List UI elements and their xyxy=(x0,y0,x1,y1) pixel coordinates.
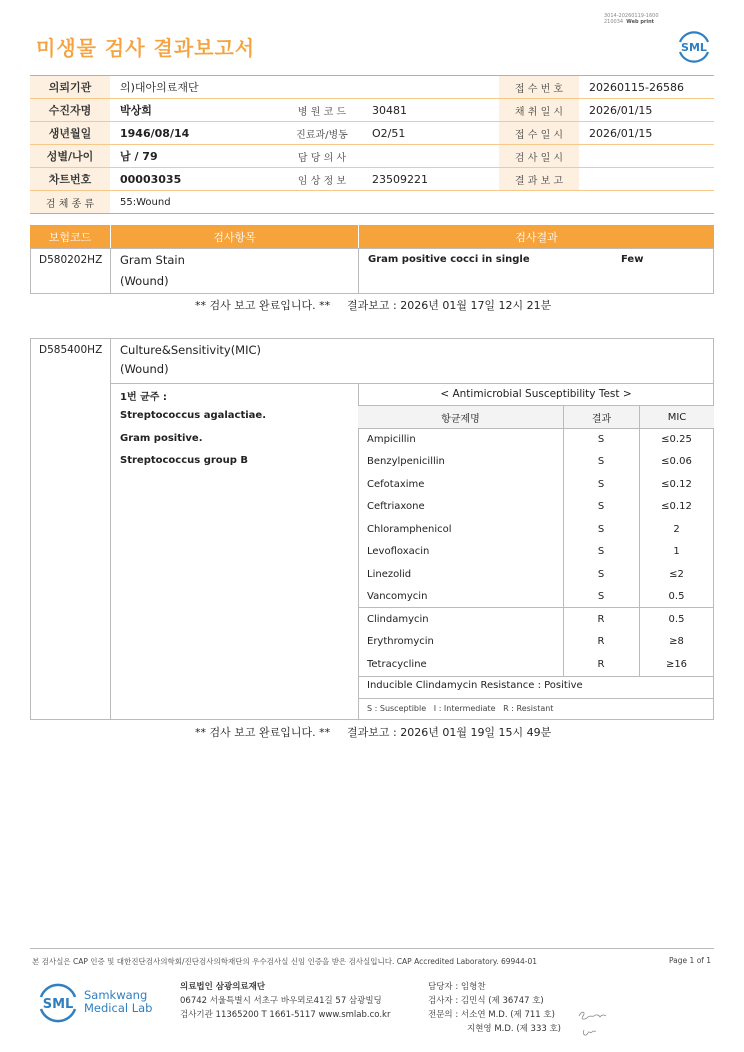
culture-item-name: Culture&Sensitivity(MIC) xyxy=(120,343,262,357)
samkwang-logo xyxy=(36,980,156,1028)
value-test-date xyxy=(579,145,714,167)
gram-stain-result xyxy=(30,248,714,294)
staff-info: 담당자 : 임형찬 검사자 : 김민식 (제 36747 호) 전문의 : 서소연 M.D. (제 711 호) 지현영 M.D. (제 333 호) xyxy=(428,982,562,1034)
value-request-org: 의)대아의료재단 xyxy=(120,81,199,94)
culture-code: D585400HZ xyxy=(39,344,103,356)
value-report xyxy=(579,168,714,190)
accreditation-note: 본 검사실은 CAP 인증 및 대한진단검사의학회/진단검사의학재단의 우수검사실 신임 인증을 받은 검사실입니다. CAP Accredited Laboratory. 69944-01 xyxy=(32,957,538,966)
value-patient: 박상희 xyxy=(120,104,152,117)
ast-column-header xyxy=(358,406,714,428)
ast-col-result: 결과 xyxy=(563,406,639,428)
org-info: 의료법인 삼광의료재단 06742 서울특별시 서초구 바우뫼로41길 57 삼광빌딩 검사기관 11365200 T 1661-5117 www.smlab.co.kr xyxy=(180,982,391,1020)
organism-line: Gram positive. xyxy=(120,433,203,444)
svg-text:SML: SML xyxy=(681,41,707,54)
value-receipt-date: 2026/01/15 xyxy=(589,126,653,140)
ast-row: Ceftriaxone S ≤0.12 xyxy=(367,500,692,512)
sml-brand-icon xyxy=(36,980,80,1024)
header-item: 검사항목 xyxy=(110,225,358,248)
value-hospital-code: 30481 xyxy=(372,103,407,117)
culture-result xyxy=(30,338,714,720)
ast-legend: S : Susceptible I : Intermediate R : Resistant xyxy=(367,704,554,713)
label-birth: 생년월일 xyxy=(30,122,110,144)
gram-done-note: ** 검사 보고 완료입니다. ** xyxy=(195,299,331,312)
signature-icon xyxy=(576,1008,610,1040)
culture-done-note: ** 검사 보고 완료입니다. ** xyxy=(195,726,331,739)
value-collect-date: 2026/01/15 xyxy=(589,103,653,117)
ast-col-mic: MIC xyxy=(639,406,714,428)
value-doctor xyxy=(362,145,499,167)
report-title: 미생물 검사 결과보고서 xyxy=(36,36,256,60)
print-code: 3014-20260119-1600 210034 Web print xyxy=(604,13,659,25)
header-code: 보험코드 xyxy=(48,230,92,244)
value-dept: O2/51 xyxy=(372,126,406,140)
value-specimen: 55:Wound xyxy=(120,196,171,208)
gram-code: D580202HZ xyxy=(39,254,103,266)
gram-result: Gram positive cocci in single xyxy=(368,254,530,265)
gram-item-specimen: (Wound) xyxy=(120,274,169,288)
ast-row: Clindamycin R 0.5 xyxy=(367,613,685,625)
ast-rows xyxy=(358,428,714,676)
label-test-date: 검 사 일 시 xyxy=(499,145,579,167)
value-receipt-no: 20260115-26586 xyxy=(589,80,684,94)
page-number: Page 1 of 1 xyxy=(669,956,712,965)
label-patient: 수진자명 xyxy=(30,99,110,121)
footer-divider xyxy=(30,948,714,949)
label-receipt-date: 접 수 일 시 xyxy=(499,122,579,144)
gram-item-name: Gram Stain xyxy=(120,253,185,267)
culture-report-time: 결과보고 : 2026년 01월 19일 15시 49분 xyxy=(347,726,552,739)
ast-row: Benzylpenicillin S ≤0.06 xyxy=(367,455,692,467)
sml-logo-icon xyxy=(676,28,712,64)
value-sex-age: 남 / 79 xyxy=(120,150,158,163)
label-collect-date: 채 취 일 시 xyxy=(499,99,579,121)
label-sex-age: 성별/나이 xyxy=(30,145,110,167)
results-header xyxy=(30,225,714,248)
label-specimen: 검 체 종 류 xyxy=(30,191,110,213)
label-receipt-no: 접 수 번 호 xyxy=(499,76,579,98)
ast-row: Levofloxacin S 1 xyxy=(367,545,680,557)
value-clinical: 23509221 xyxy=(372,172,428,186)
label-doctor: 담 당 의 사 xyxy=(297,152,347,164)
ast-row: Ampicillin S ≤0.25 xyxy=(367,433,692,445)
ast-row: Cefotaxime S ≤0.12 xyxy=(367,478,692,490)
inducible-clindamycin: Inducible Clindamycin Resistance : Positive xyxy=(367,680,583,691)
culture-item-specimen: (Wound) xyxy=(120,362,169,376)
header-result: 검사결과 xyxy=(358,225,714,248)
organism-line: Streptococcus group B xyxy=(120,455,249,466)
label-report: 결 과 보 고 xyxy=(499,168,579,190)
ast-row: Chloramphenicol S 2 xyxy=(367,523,680,535)
gram-report-time: 결과보고 : 2026년 01월 17일 12시 21분 xyxy=(347,299,552,312)
svg-text:SML: SML xyxy=(42,997,74,1012)
value-birth: 1946/08/14 xyxy=(120,126,190,140)
ast-row: Tetracycline R ≥16 xyxy=(367,658,688,670)
label-dept: 진료과/병동 xyxy=(296,129,348,141)
value-chart: 00003035 xyxy=(120,172,182,186)
ast-row: Erythromycin R ≥8 xyxy=(367,635,684,647)
ast-row: Vancomycin S 0.5 xyxy=(367,590,685,602)
label-hospital-code: 병 원 코 드 xyxy=(297,106,347,118)
ast-col-drug: 항균제명 xyxy=(441,413,480,425)
label-clinical: 임 상 정 보 xyxy=(297,175,347,187)
label-request-org: 의뢰기관 xyxy=(30,76,110,98)
ast-row: Linezolid S ≤2 xyxy=(367,568,684,580)
brand-name: Samkwang Medical Lab xyxy=(84,988,153,1015)
ast-title: < Antimicrobial Susceptibility Test > xyxy=(440,388,632,400)
patient-info-table xyxy=(30,75,714,214)
organism-line: Streptococcus agalactiae. xyxy=(120,410,267,421)
organism-header: 1번 균주 : xyxy=(120,392,167,403)
gram-amount: Few xyxy=(621,254,644,265)
label-chart: 차트번호 xyxy=(30,168,110,190)
